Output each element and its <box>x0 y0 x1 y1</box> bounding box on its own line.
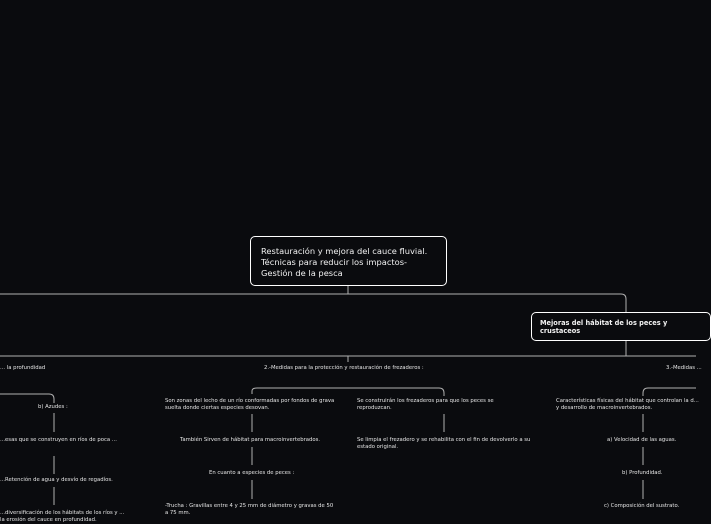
node-retencion[interactable]: ...Retención de agua y desvío de regadíos. <box>0 477 113 483</box>
branch-3-header[interactable]: 3.-Medidas ... <box>666 365 702 371</box>
node-zonas-lecho[interactable]: Son zonas del lecho de un río conformadas por fondos de grava suelta donde ciertas especies desovan. <box>165 398 335 411</box>
node-habitat-macro[interactable]: También Sirven de hábitat para macroinvertebrados. <box>180 437 321 443</box>
central-topic-label: Restauración y mejora del cauce fluvial. Técnicas para reducir los impactos-Gestión de la pesca <box>261 246 428 278</box>
connector-left-group <box>0 394 54 403</box>
node-azudes[interactable]: b) Azudes : <box>38 404 68 410</box>
node-especies-peces[interactable]: En cuanto a especies de peces : <box>209 470 295 476</box>
node-caracteristicas[interactable]: Características físicas del hábitat que controlan la d... y desarrollo de macroinvertebrados. <box>556 398 699 411</box>
connector-mid-group <box>252 388 444 396</box>
node-profundidad[interactable]: b) Profundidad. <box>622 470 663 476</box>
branch-2-header[interactable]: 2.-Medidas para la protección y restauración de frezaderos : <box>264 365 424 371</box>
node-construir-frezaderos[interactable]: Se construirán los frezaderos para que los peces se reproduzcan. <box>357 398 494 411</box>
node-trucha[interactable]: -Trucha : Gravillas entre 4 y 25 mm de diámetro y gravas de 50 a 75 mm. <box>165 503 334 516</box>
central-topic[interactable] <box>250 236 447 286</box>
branch-1-header[interactable]: ... la profundidad <box>0 365 46 371</box>
connector-bus <box>0 294 626 312</box>
connector-right-group <box>643 388 696 396</box>
node-sustrato[interactable]: c) Composición del sustrato. <box>604 503 680 509</box>
main-topic[interactable] <box>531 312 711 341</box>
node-velocidad[interactable]: a) Velocidad de las aguas. <box>607 437 677 443</box>
node-limpieza-frezadero[interactable]: Se limpia el frezadero y se rehabilita con el fin de devolverlo a su estado original. <box>357 437 531 450</box>
node-presas[interactable]: ...esas que se construyen en ríos de poca ... <box>0 437 117 443</box>
node-diversificacion[interactable]: ...diversificación de los hábitats de los ríos y ... la erosión del cauce en profundidad. <box>0 510 125 523</box>
main-topic-label: Mejoras del hábitat de los peces y crustaceos <box>540 319 668 335</box>
